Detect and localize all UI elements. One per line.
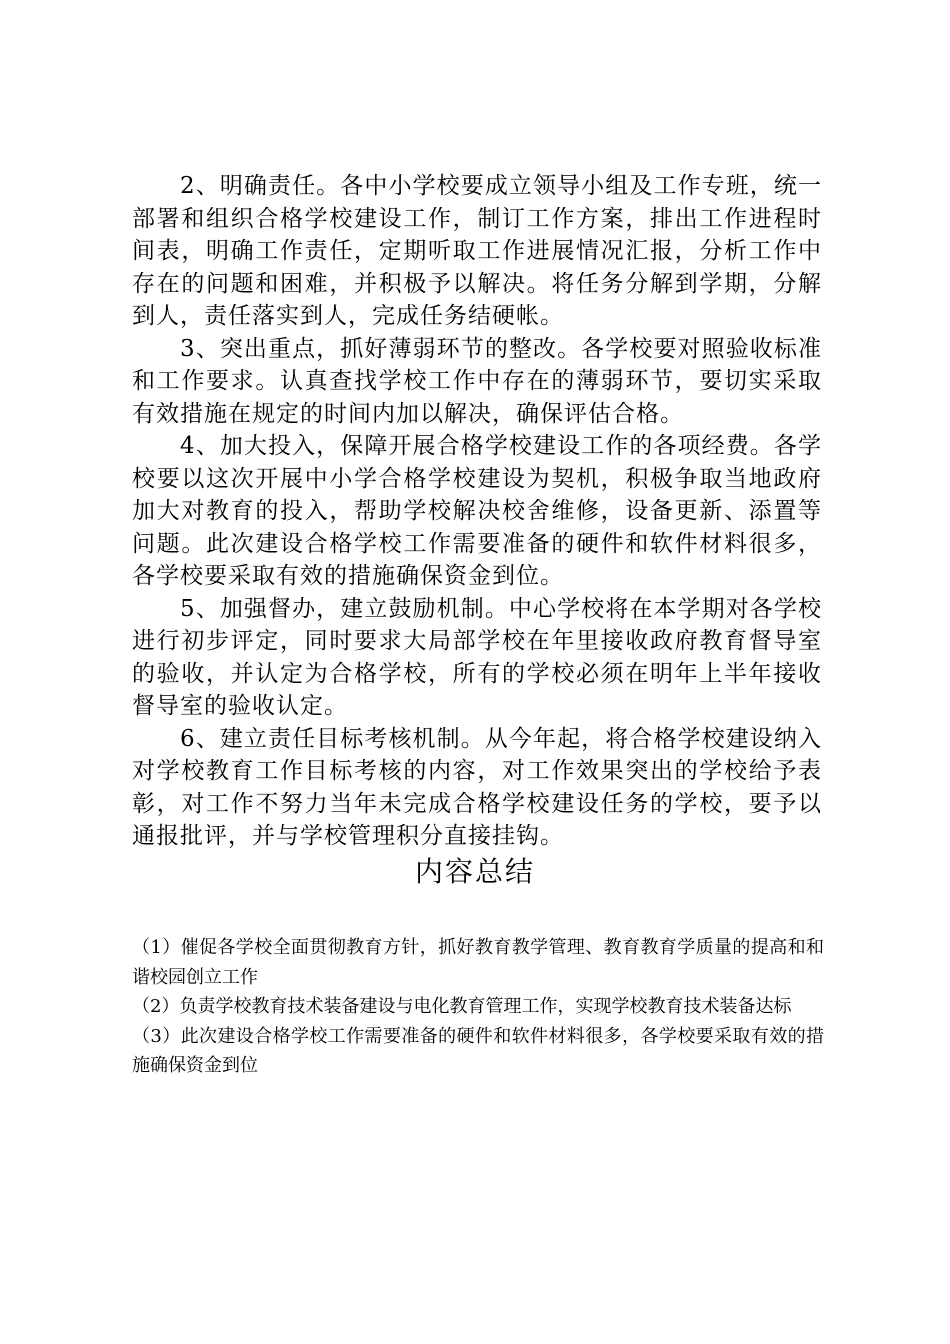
summary-item: （3）此次建设合格学校工作需要准备的硬件和软件材料很多，各学校要采取有效的措施确保资金到位	[132, 1025, 824, 1076]
paragraph-investment: 4、加大投入，保障开展合格学校建设工作的各项经费。各学校要以这次开展中小学合格学校建设为契机，积极争取当地政府加大对教育的投入，帮助学校解决校舍维修，设备更新、添置等问题。此次建设合格学校工作需要准备的硬件和软件材料很多，各学校要采取有效的措施确保资金到位。	[132, 433, 822, 589]
summary-item: （2）负责学校教育技术装备建设与电化教育管理工作，实现学校教育技术装备达标	[132, 996, 792, 1017]
paragraph-key-points: 3、突出重点，抓好薄弱环节的整改。各学校要对照验收标准和工作要求。认真查找学校工作中存在的薄弱环节，要切实采取有效措施在规定的时间内加以解决，确保评估合格。	[132, 335, 822, 427]
summary-list	[132, 933, 824, 1081]
paragraph-supervision: 5、加强督办，建立鼓励机制。中心学校将在本学期对各学校进行初步评定，同时要求大局部学校在年里接收政府教育督导室的验收，并认定为合格学校，所有的学校必须在明年上半年接收督导室的验收认定。	[132, 595, 822, 719]
summary-title: 内容总结	[414, 855, 535, 888]
summary-item: （1）催促各学校全面贯彻教育方针，抓好教育教学管理、教育教育学质量的提高和和谐校园创立工作	[132, 937, 824, 988]
paragraph-assessment: 6、建立责任目标考核机制。从今年起，将合格学校建设纳入对学校教育工作目标考核的内容，对工作效果突出的学校给予表彰，对工作不努力当年未完成合格学校建设任务的学校，要予以通报批评，并与学校管理积分直接挂钩。	[132, 725, 822, 849]
paragraph-responsibility: 2、明确责任。各中小学校要成立领导小组及工作专班，统一部署和组织合格学校建设工作，制订工作方案，排出工作进程时间表，明确工作责任，定期听取工作进展情况汇报，分析工作中存在的问题和困难，并积极予以解决。将任务分解到学期，分解到人，责任落实到人，完成任务结硬帐。	[132, 173, 822, 329]
document-body	[132, 170, 822, 853]
